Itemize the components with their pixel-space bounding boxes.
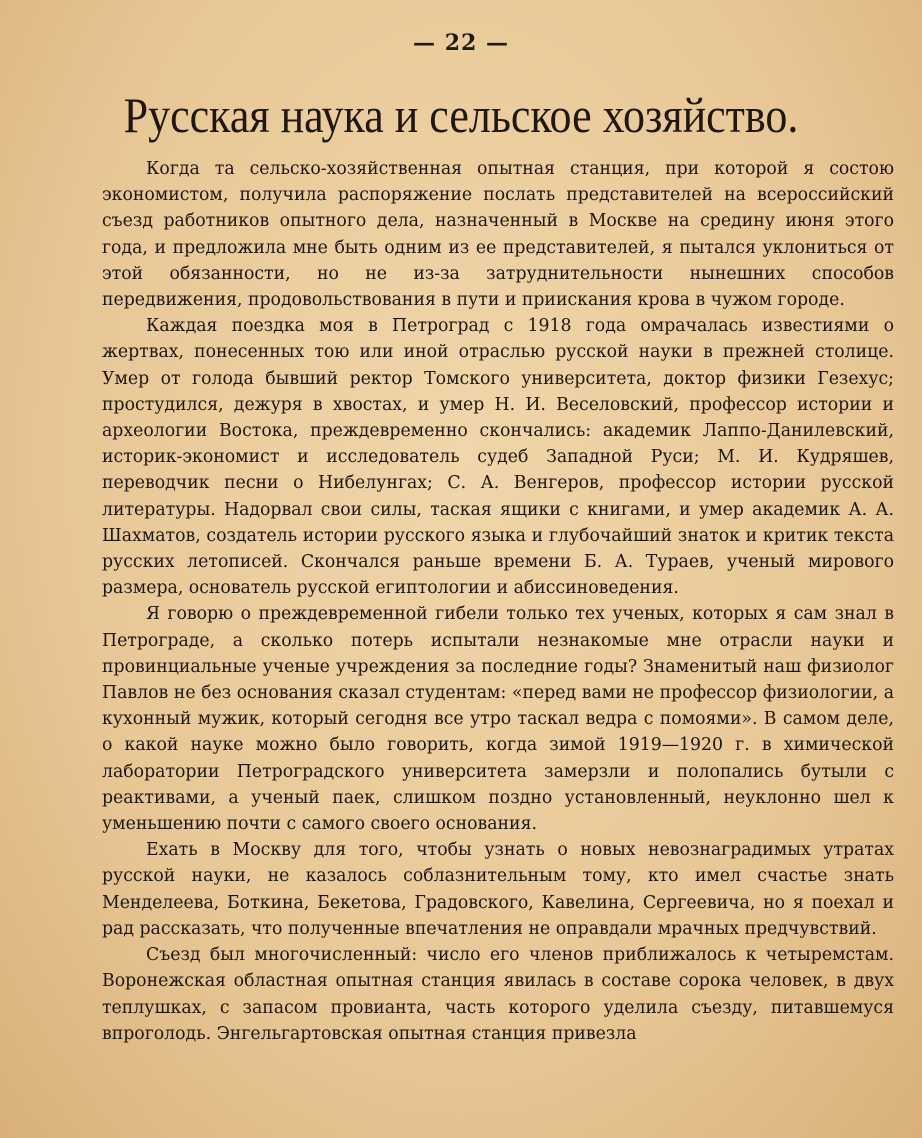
paragraph-3: Я говорю о преждевременной гибели только тех ученых, которых я сам знал в Петрограде, а сколько потерь испытали незнакомые мне отрасли науки и провинциальные ученые учреждения за последние годы? Знаменитый наш физиолог Павлов не без основания сказал студентам: «перед вами не профессор физиологии, а кухонный мужик, который сегодня все утро таскал ведра с помоями». В самом деле, о какой науке можно было говорить, когда зимой 1919—1920 г. в химической лаборатории Петроградского университета замерзли и полопались бутыли с реактивами, а ученый паек, слишком поздно установленный, неуклонно шел к уменьшению почти с самого своего основания. xyxy=(102,604,894,835)
paragraph-5: Съезд был многочисленный: число его членов приближалось к четыремстам. Воронежская областная опытная станция явилась в составе сорока человек, в двух теплушках, с запасом провианта, часть которого уделила съезду, питавшемуся впроголодь. Энгельгартовская опытная станция привезла xyxy=(102,945,894,1044)
paragraph-1: Когда та сельско-хозяйственная опытная станция, при которой я состою экономистом, получила распоряжение послать представителей на всероссийский съезд работников опытного дела, назначенный в Москве на средину июня этого года, и предложила мне быть одним из ее представителей, я пытался уклониться от этой обязанности, но не из-за затруднительности нынешних способов передвижения, продовольствования в пути и приискания крова в чужом городе. xyxy=(102,159,894,311)
page-title: Русская наука и сельское хозяйство. xyxy=(123,87,799,143)
page-number: — 22 — xyxy=(413,30,509,56)
paragraph-4: Ехать в Москву для того, чтобы узнать о новых невознаградимых утратах русской науки, не казалось соблазнительным тому, кто имел счастье знать Менделеева, Боткина, Бекетова, Градовского, Кавелина, Сергеевича, но я поехал и рад рассказать, что полученные впечатления не оправдали мрачных предчувствий. xyxy=(102,840,894,939)
article-body xyxy=(102,156,894,1047)
paragraph-2: Каждая поездка моя в Петроград с 1918 года омрачалась известиями о жертвах, понесенных тою или иной отраслью русской науки в прежней столице. Умер от голода бывший ректор Томского университета, доктор физики Гезехус; простудился, дежуря в хвостах, и умер Н. И. Веселовский, профессор истории и археологии Востока, преждевременно скончались: академик Лаппо-Данилевский, историк-экономист и исследователь судеб Западной Руси; М. И. Кудряшев, переводчик песни о Нибелунгах; С. А. Венгеров, профессор истории русской литературы. Надорвал свои силы, таская ящики с книгами, и умер академик А. А. Шахматов, создатель истории русского языка и глубочайший знаток и критик текста русских летописей. Скончался раньше времени Б. А. Тураев, ученый мирового размера, основатель русской египтологии и абиссиноведения. xyxy=(102,316,894,599)
